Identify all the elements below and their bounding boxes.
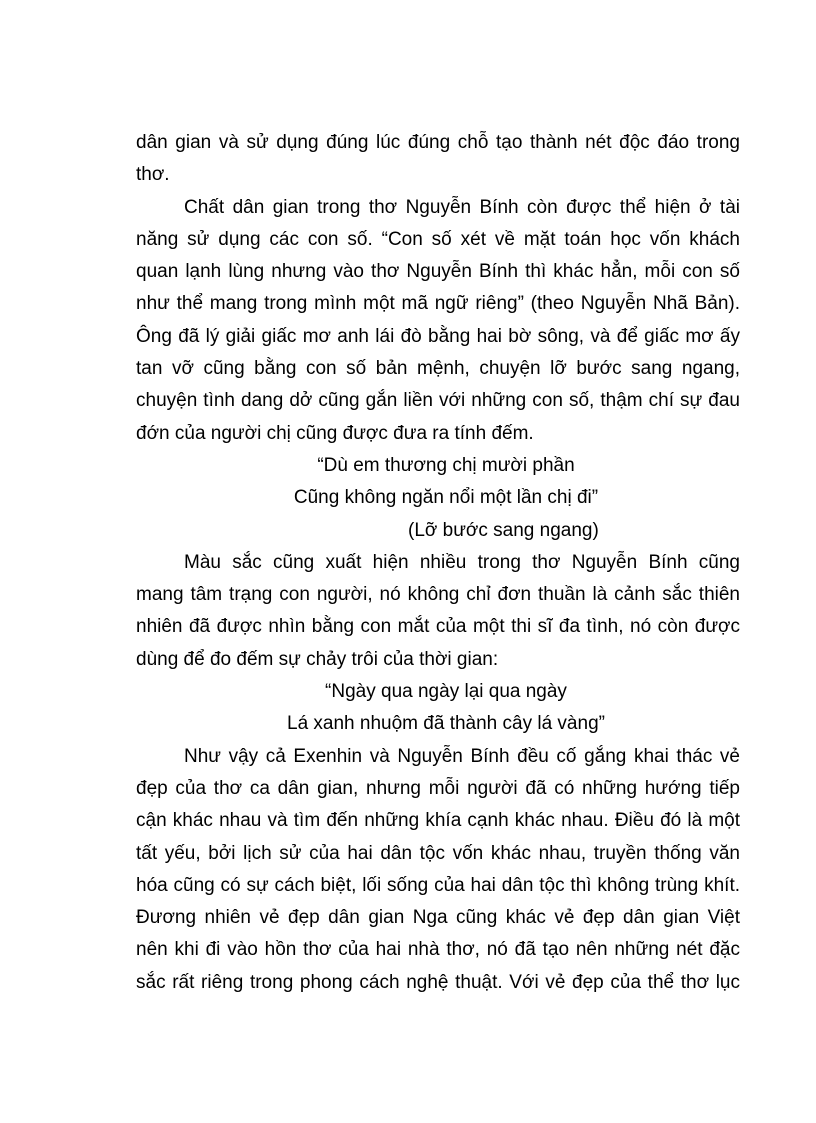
text-line: quan lạnh lùng nhưng vào thơ Nguyễn Bính thì khác hẳn, mỗi con số	[136, 261, 740, 283]
text-line: tan vỡ cũng bằng con số bản mệnh, chuyện lỡ bước sang ngang,	[136, 358, 740, 380]
poem-source: (Lỡ bước sang ngang)	[408, 519, 599, 541]
poem-line: Lá xanh nhuộm đã thành cây lá vàng”	[287, 713, 605, 735]
body-text	[136, 127, 740, 999]
paragraph-start-line: Chất dân gian trong thơ Nguyễn Bính còn được thể hiện ở tài	[184, 196, 740, 218]
text-line: Ông đã lý giải giấc mơ anh lái đò bằng hai bờ sông, và để giấc mơ ấy	[136, 325, 740, 347]
text-line: dân gian và sử dụng đúng lúc đúng chỗ tạo thành nét độc đáo trong	[136, 132, 740, 153]
text-line: sắc rất riêng trong phong cách nghệ thuật. Với vẻ đẹp của thể thơ lục	[136, 971, 740, 993]
text-line: nên khi đi vào hồn thơ của hai nhà thơ, nó đã tạo nên những nét đặc	[136, 939, 740, 961]
text-line: cận khác nhau và tìm đến những khía cạnh khác nhau. Điều đó là một	[136, 810, 740, 832]
paragraph-start-line: Màu sắc cũng xuất hiện nhiều trong thơ Nguyễn Bính cũng	[184, 551, 740, 573]
text-line: đẹp của thơ ca dân gian, nhưng mỗi người đã có những hướng tiếp	[136, 777, 740, 799]
text-line: dùng để đo đếm sự chảy trôi của thời gian:	[136, 648, 499, 670]
paragraph-start-line: Như vậy cả Exenhin và Nguyễn Bính đều cố gắng khai thác vẻ	[184, 745, 740, 767]
text-line: đớn của người chị cũng được đưa ra tính đếm.	[136, 422, 534, 444]
text-line: thơ.	[136, 164, 170, 186]
text-line: mang tâm trạng con người, nó không chỉ đơn thuần là cảnh sắc thiên	[136, 584, 740, 606]
poem-line: “Ngày qua ngày lại qua ngày	[325, 681, 567, 703]
poem-line: “Dù em thương chị mười phần	[317, 454, 575, 476]
text-line: như thể mang trong mình một mã ngữ riêng” (theo Nguyễn Nhã Bản).	[136, 293, 740, 315]
text-line: chuyện tình dang dở cũng gắn liền với những con số, thậm chí sự đau	[136, 390, 740, 412]
text-line: nhiên đã được nhìn bằng con mắt của một thi sĩ đa tình, nó còn được	[136, 616, 740, 638]
text-line: năng sử dụng các con số. “Con số xét về mặt toán học vốn khách	[136, 228, 740, 250]
poem-line: Cũng không ngăn nổi một lần chị đi”	[293, 487, 599, 509]
text-line: hóa cũng có sự cách biệt, lối sống của hai dân tộc thì không trùng khít.	[136, 874, 740, 896]
text-line: tất yếu, bởi lịch sử của hai dân tộc vốn khác nhau, truyền thống văn	[136, 842, 740, 864]
text-line: Đương nhiên vẻ đẹp dân gian Nga cũng khác vẻ đẹp dân gian Việt	[136, 907, 740, 929]
